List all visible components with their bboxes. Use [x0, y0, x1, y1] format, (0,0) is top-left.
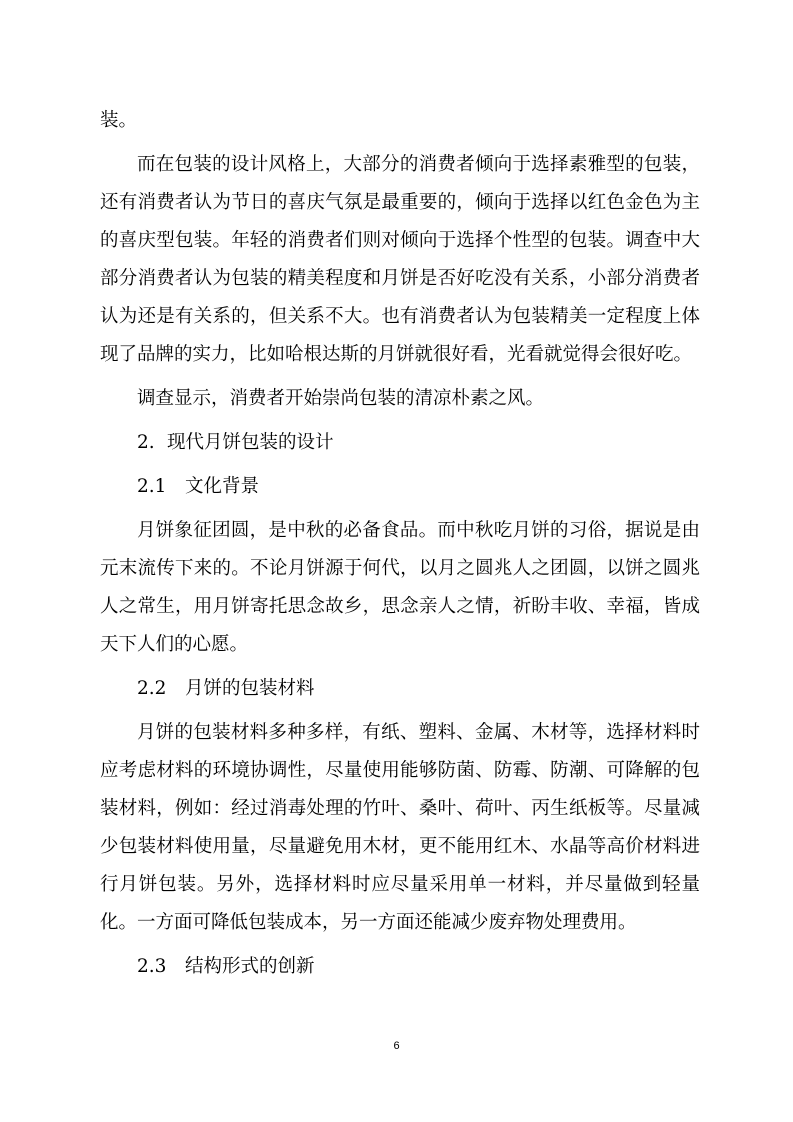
paragraph-design-style: 而在包装的设计风格上，大部分的消费者倾向于选择素雅型的包装，还有消费者认为节日的喜庆气氛是最重要的，倾向于选择以红色金色为主的喜庆型包装。年轻的消费者们则对倾向于选择个性型的包装。调查中大部分消费者认为包装的精美程度和月饼是否好吃没有关系，小部分消费者认为还是有关系的，但关系不大。也有消费者认为包装精美一定程度上体现了品牌的实力，比如哈根达斯的月饼就很好看，光看就觉得会很好吃。	[100, 154, 700, 365]
section-heading-2-3	[100, 948, 700, 986]
paragraph-cultural-background: 月饼象征团圆，是中秋的必备食品。而中秋吃月饼的习俗，据说是由元末流传下来的。不论月饼源于何代，以月之圆兆人之团圆，以饼之圆兆人之常生，用月饼寄托思念故乡，思念亲人之情，祈盼丰收、幸福，皆成天下人们的心愿。	[100, 520, 700, 655]
section-title: 月饼的包装材料	[185, 678, 315, 699]
section-number: 2.3	[137, 956, 167, 977]
section-title: 文化背景	[185, 476, 260, 497]
section-number: 2.1	[137, 476, 167, 497]
page-content	[100, 102, 700, 986]
page-number: 6	[393, 1040, 400, 1052]
paragraph-survey-result: 调查显示，消费者开始崇尚包装的清凉朴素之风。	[137, 388, 545, 409]
section-heading-2-2	[100, 670, 700, 708]
paragraph-continuation: 装。	[100, 110, 138, 131]
section-title: 结构形式的创新	[185, 956, 315, 977]
section-heading-2-1	[100, 468, 700, 506]
section-heading-2	[100, 424, 700, 462]
section-number: 2.	[137, 432, 155, 453]
section-title: 现代月饼包装的设计	[167, 432, 334, 453]
paragraph-packaging-materials: 月饼的包装材料多种多样，有纸、塑料、金属、木材等，选择材料时应考虑材料的环境协调性，尽量使用能够防菌、防霉、防潮、可降解的包装材料，例如：经过消毒处理的竹叶、桑叶、荷叶、丙生纸板等。尽量减少包装材料使用量，尽量避免用木材，更不能用红木、水晶等高价材料进行月饼包装。另外，选择材料时应尽量采用单一材料，并尽量做到轻量化。一方面可降低包装成本，另一方面还能减少废弃物处理费用。	[100, 722, 700, 933]
section-number: 2.2	[137, 678, 167, 699]
